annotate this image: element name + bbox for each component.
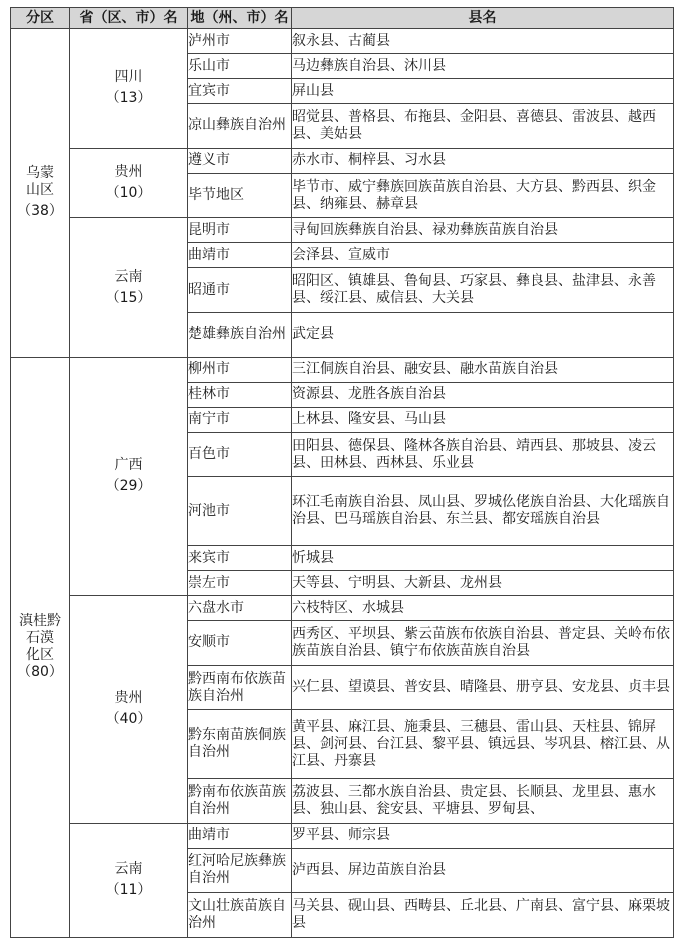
county-cell: 西秀区、平坝县、紫云苗族布依族自治县、普定县、关岭布依族苗族自治县、镇宁布依族苗族自治县 [292, 621, 674, 666]
prefecture-cell: 红河哈尼族彝族自治州 [188, 848, 292, 893]
table-row [11, 596, 674, 621]
prefecture-cell: 崇左市 [188, 571, 292, 596]
county-cell: 环江毛南族自治县、凤山县、罗城仫佬族自治县、大化瑶族自治县、巴马瑶族自治县、东兰县、都安瑶族自治县 [292, 477, 674, 546]
county-cell: 荔波县、三都水族自治县、贵定县、长顺县、龙里县、惠水县、独山县、瓮安县、平塘县、罗甸县、 [292, 778, 674, 823]
province-cell: 云南 （15） [70, 218, 188, 357]
table-row [11, 357, 674, 382]
county-cell: 泸西县、屏边苗族自治县 [292, 848, 674, 893]
county-cell: 赤水市、桐梓县、习水县 [292, 148, 674, 173]
prefecture-cell: 南宁市 [188, 407, 292, 432]
header-province: 省（区、市）名 [70, 8, 188, 29]
county-cell: 会泽县、宣威市 [292, 243, 674, 268]
prefecture-cell: 乐山市 [188, 54, 292, 79]
prefecture-cell: 楚雄彝族自治州 [188, 313, 292, 358]
prefecture-cell: 泸州市 [188, 29, 292, 54]
header-zone: 分区 [11, 8, 70, 29]
county-cell: 六枝特区、水城县 [292, 596, 674, 621]
prefecture-cell: 宜宾市 [188, 79, 292, 104]
county-table [10, 7, 674, 938]
prefecture-cell: 黔南布依族苗族自治州 [188, 778, 292, 823]
prefecture-cell: 安顺市 [188, 621, 292, 666]
county-cell: 马关县、砚山县、西畴县、丘北县、广南县、富宁县、麻栗坡县 [292, 893, 674, 938]
prefecture-cell: 昆明市 [188, 218, 292, 243]
header-prefecture: 地（州、市）名 [188, 8, 292, 29]
county-cell: 武定县 [292, 313, 674, 358]
county-cell: 屏山县 [292, 79, 674, 104]
prefecture-cell: 柳州市 [188, 357, 292, 382]
county-cell: 三江侗族自治县、融安县、融水苗族自治县 [292, 357, 674, 382]
prefecture-cell: 毕节地区 [188, 173, 292, 218]
prefecture-cell: 曲靖市 [188, 823, 292, 848]
prefecture-cell: 桂林市 [188, 382, 292, 407]
county-cell: 上林县、隆安县、马山县 [292, 407, 674, 432]
county-cell: 天等县、宁明县、大新县、龙州县 [292, 571, 674, 596]
county-cell: 叙永县、古蔺县 [292, 29, 674, 54]
prefecture-cell: 昭通市 [188, 268, 292, 313]
province-cell: 贵州 （40） [70, 596, 188, 823]
county-cell: 资源县、龙胜各族自治县 [292, 382, 674, 407]
table-row [11, 148, 674, 173]
zone-cell: 乌蒙 山区 （38） [11, 29, 70, 358]
county-cell: 昭觉县、普格县、布拖县、金阳县、喜德县、雷波县、越西县、美姑县 [292, 104, 674, 149]
prefecture-cell: 百色市 [188, 432, 292, 477]
province-cell: 四川 （13） [70, 29, 188, 149]
header-row [11, 8, 674, 29]
county-cell: 毕节市、威宁彝族回族苗族自治县、大方县、黔西县、织金县、纳雍县、赫章县 [292, 173, 674, 218]
table-row [11, 823, 674, 848]
province-cell: 贵州 （10） [70, 148, 188, 218]
county-cell: 马边彝族自治县、沐川县 [292, 54, 674, 79]
province-cell: 云南 （11） [70, 823, 188, 937]
zone-cell: 滇桂黔 石漠 化区 （80） [11, 357, 70, 937]
county-cell: 昭阳区、镇雄县、鲁甸县、巧家县、彝良县、盐津县、永善县、绥江县、威信县、大关县 [292, 268, 674, 313]
prefecture-cell: 河池市 [188, 477, 292, 546]
prefecture-cell: 凉山彝族自治州 [188, 104, 292, 149]
province-cell: 广西 （29） [70, 357, 188, 595]
prefecture-cell: 黔东南苗族侗族自治州 [188, 710, 292, 779]
county-cell: 忻城县 [292, 545, 674, 570]
prefecture-cell: 遵义市 [188, 148, 292, 173]
county-cell: 罗平县、师宗县 [292, 823, 674, 848]
header-county: 县名 [292, 8, 674, 29]
county-cell: 黄平县、麻江县、施秉县、三穗县、雷山县、天柱县、锦屏县、剑河县、台江县、黎平县、镇远县、岑巩县、榕江县、从江县、丹寨县 [292, 710, 674, 779]
prefecture-cell: 文山壮族苗族自治州 [188, 893, 292, 938]
county-cell: 兴仁县、望谟县、普安县、晴隆县、册亨县、安龙县、贞丰县 [292, 665, 674, 710]
prefecture-cell: 六盘水市 [188, 596, 292, 621]
prefecture-cell: 黔西南布依族苗族自治州 [188, 665, 292, 710]
prefecture-cell: 来宾市 [188, 545, 292, 570]
county-cell: 田阳县、德保县、隆林各族自治县、靖西县、那坡县、凌云县、田林县、西林县、乐业县 [292, 432, 674, 477]
table-row [11, 29, 674, 54]
county-cell: 寻甸回族彝族自治县、禄劝彝族苗族自治县 [292, 218, 674, 243]
table-row [11, 218, 674, 243]
prefecture-cell: 曲靖市 [188, 243, 292, 268]
